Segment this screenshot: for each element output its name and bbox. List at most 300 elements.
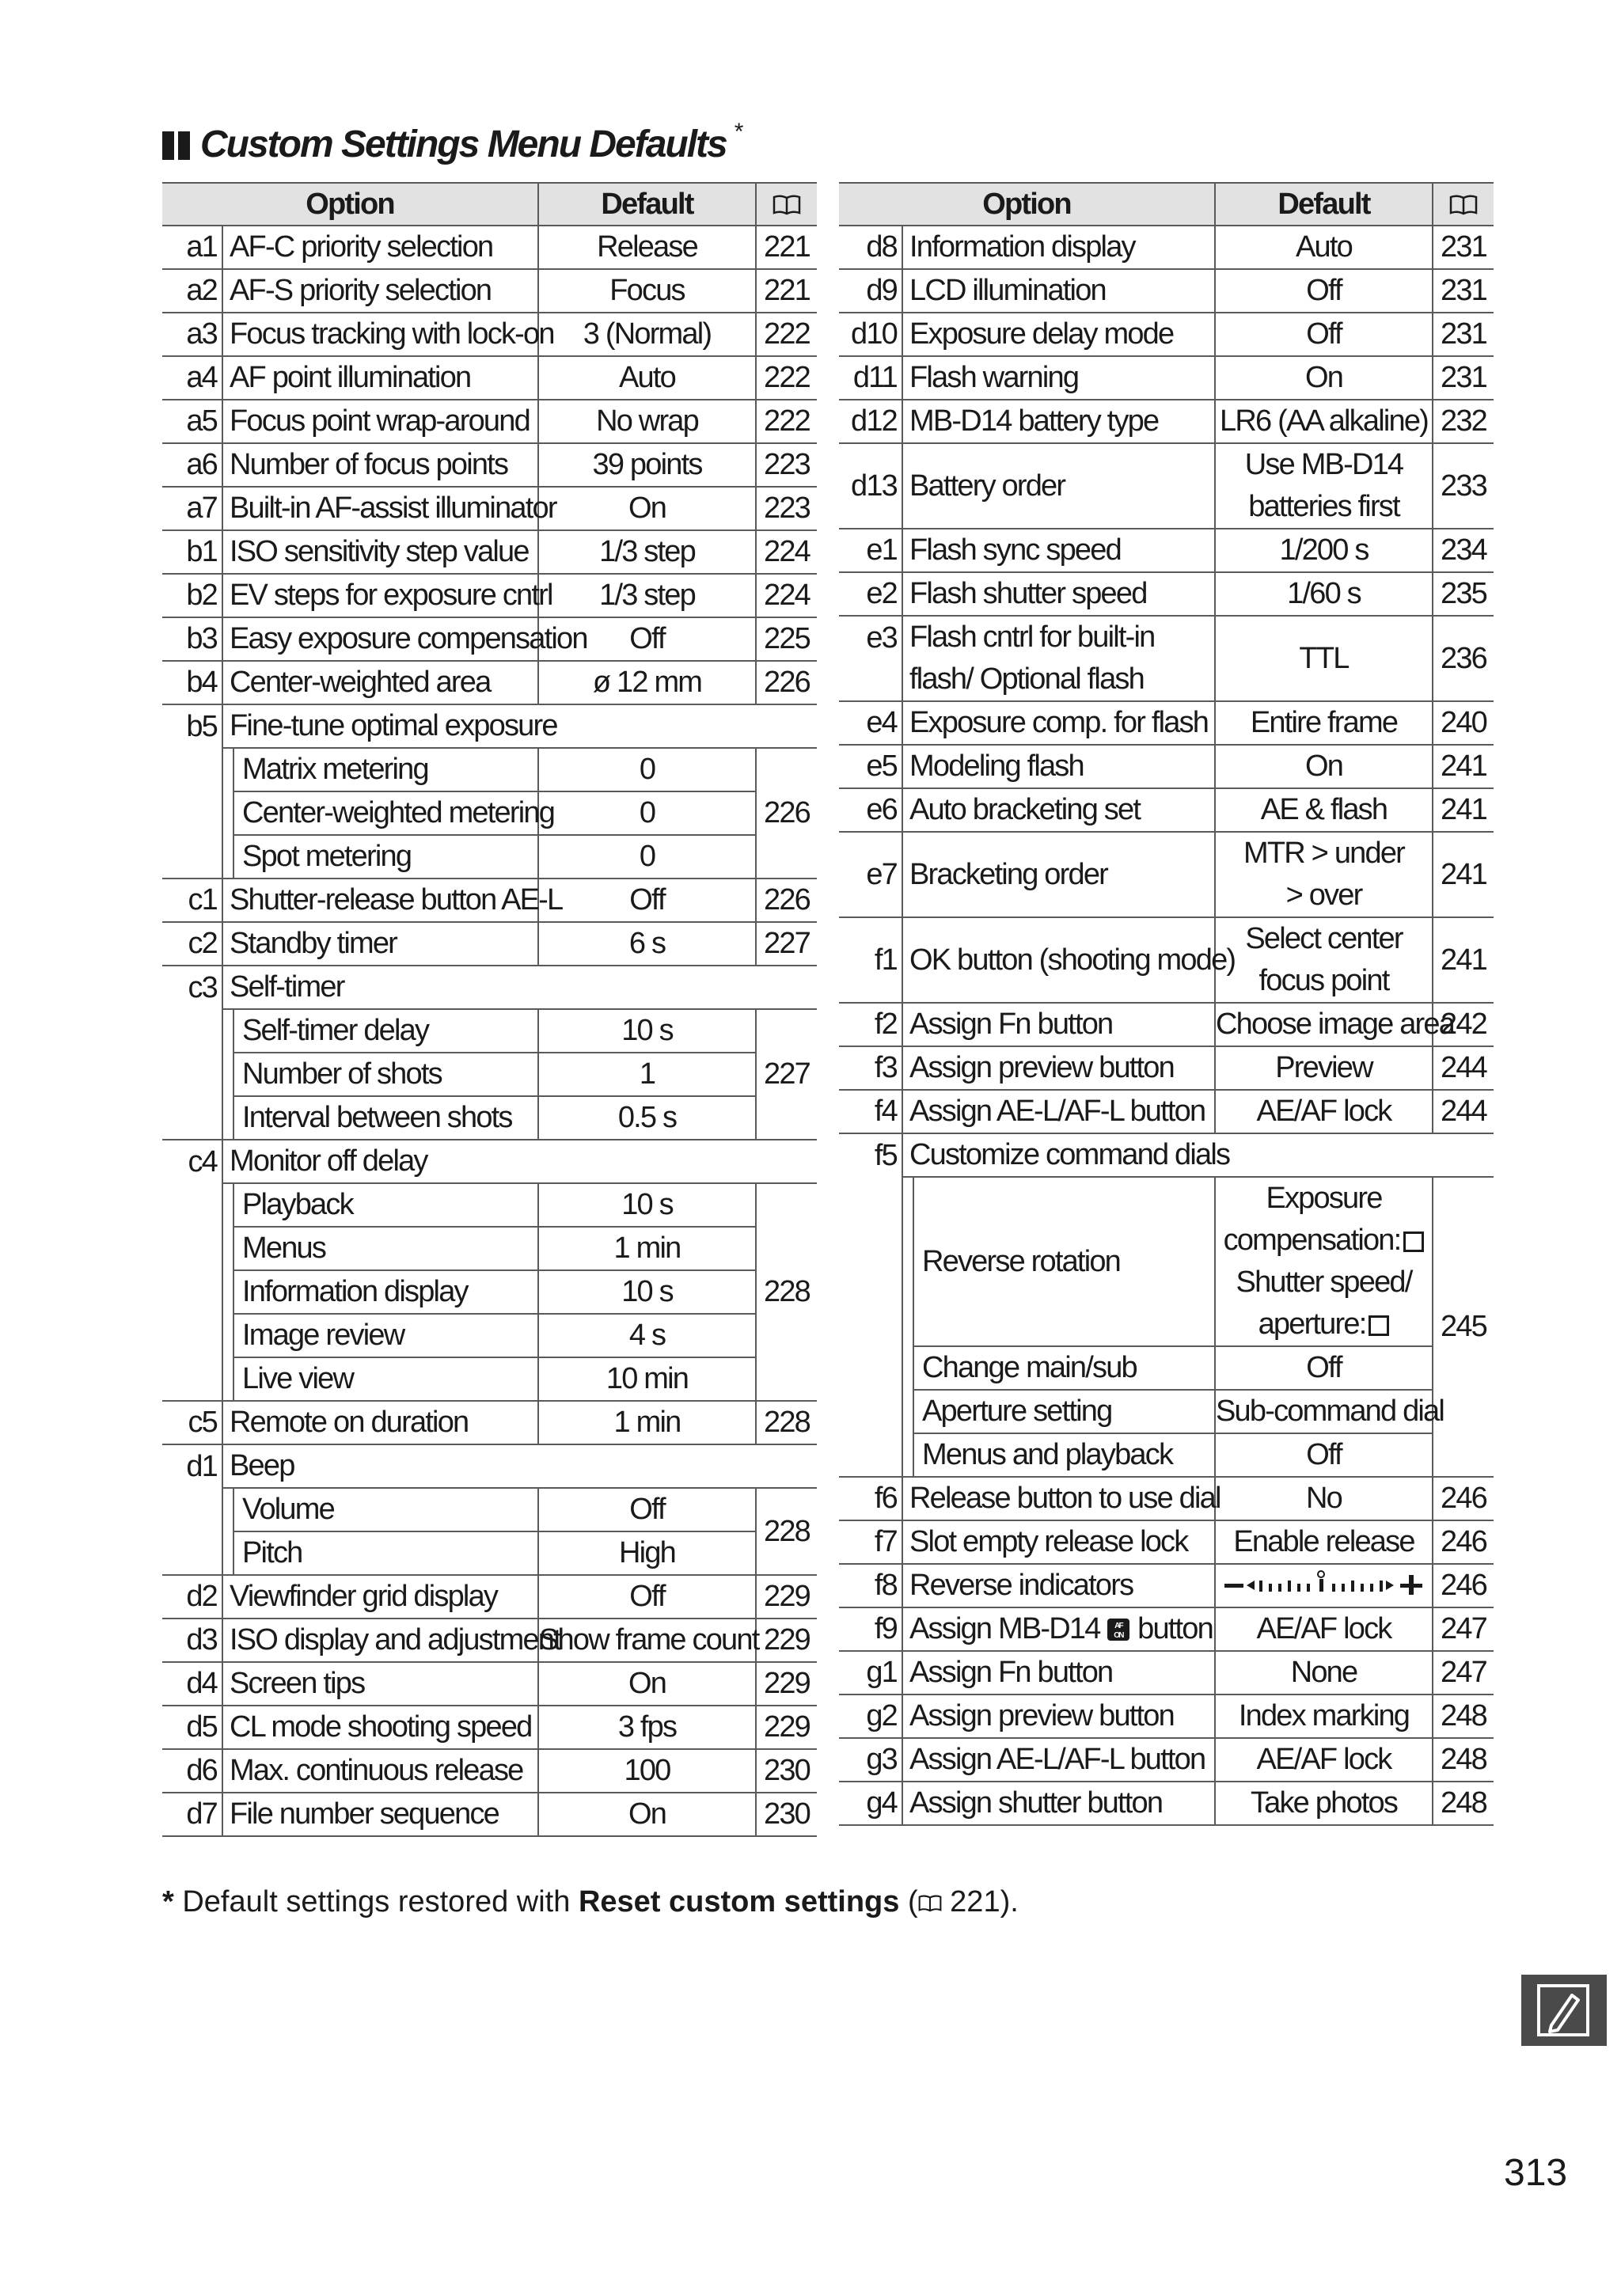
row-option: Assign preview button bbox=[902, 1046, 1215, 1090]
sub-option: Self-timer delay bbox=[233, 1009, 538, 1053]
row-option: Flash sync speed bbox=[902, 529, 1215, 572]
row-option: Release button to use dial bbox=[902, 1477, 1215, 1520]
row-page: 224 bbox=[756, 530, 817, 574]
svg-text:ON: ON bbox=[1114, 1631, 1124, 1640]
footnote-paren: ( bbox=[907, 1885, 918, 1918]
row-code: a1 bbox=[162, 226, 222, 269]
row-page: 226 bbox=[756, 661, 817, 704]
footnote-page-ref: 221). bbox=[950, 1885, 1019, 1918]
row-option: ISO sensitivity step value bbox=[222, 530, 538, 574]
table-subrow bbox=[162, 1531, 817, 1575]
row-default: Auto bbox=[538, 356, 756, 400]
row-option: Slot empty release lock bbox=[902, 1520, 1215, 1564]
row-option: EV steps for exposure cntrl bbox=[222, 574, 538, 617]
row-option: Self-timer bbox=[222, 966, 817, 1009]
row-default: No bbox=[1215, 1477, 1433, 1520]
row-page: 227 bbox=[756, 1009, 817, 1140]
row-page: 231 bbox=[1433, 356, 1494, 400]
row-option: Standby timer bbox=[222, 922, 538, 966]
row-code: d9 bbox=[839, 269, 902, 313]
row-page: 232 bbox=[1433, 400, 1494, 443]
row-default: 39 points bbox=[538, 443, 756, 487]
row-option: Remote on duration bbox=[222, 1401, 538, 1444]
table-row bbox=[839, 1477, 1494, 1520]
table-row bbox=[839, 572, 1494, 616]
row-code: d3 bbox=[162, 1619, 222, 1662]
sub-option: Change main/sub bbox=[913, 1346, 1215, 1390]
row-option: Center-weighted area bbox=[222, 661, 538, 704]
sub-option: Live view bbox=[233, 1357, 538, 1401]
row-code: b2 bbox=[162, 574, 222, 617]
table-row bbox=[839, 1090, 1494, 1133]
table-row bbox=[839, 1738, 1494, 1782]
row-option: Assign MB-D14 AF ON button bbox=[902, 1607, 1215, 1651]
row-page: 247 bbox=[1433, 1607, 1494, 1651]
table-row bbox=[162, 617, 817, 661]
table-subrow bbox=[162, 1270, 817, 1314]
row-option: Flash cntrl for built-in flash/ Optional flash bbox=[902, 616, 1215, 701]
row-option: Max. continuous release bbox=[222, 1749, 538, 1793]
row-page: 225 bbox=[756, 617, 817, 661]
row-code: d4 bbox=[162, 1662, 222, 1706]
row-option: Exposure delay mode bbox=[902, 313, 1215, 356]
row-default: Show frame count bbox=[538, 1619, 756, 1662]
table-row bbox=[162, 922, 817, 966]
row-default: ø 12 mm bbox=[538, 661, 756, 704]
table-row bbox=[162, 1662, 817, 1706]
row-page: 244 bbox=[1433, 1090, 1494, 1133]
table-row bbox=[839, 616, 1494, 701]
row-option: Assign AE-L/AF-L button bbox=[902, 1738, 1215, 1782]
row-default: Off bbox=[538, 879, 756, 922]
sub-default: 10 min bbox=[538, 1357, 756, 1401]
page-number: 313 bbox=[1504, 2152, 1568, 2194]
row-page: 226 bbox=[756, 748, 817, 879]
row-page: 224 bbox=[756, 574, 817, 617]
table-row bbox=[839, 917, 1494, 1003]
row-page: 222 bbox=[756, 400, 817, 443]
row-page: 248 bbox=[1433, 1782, 1494, 1825]
row-page: 241 bbox=[1433, 788, 1494, 832]
row-default: Preview bbox=[1215, 1046, 1433, 1090]
table-row bbox=[839, 701, 1494, 745]
row-page: 228 bbox=[756, 1401, 817, 1444]
row-option: Modeling flash bbox=[902, 745, 1215, 788]
sub-default: Off bbox=[538, 1488, 756, 1531]
table-row bbox=[162, 313, 817, 356]
row-default: 1/3 step bbox=[538, 530, 756, 574]
row-option: Information display bbox=[902, 226, 1215, 269]
table-row bbox=[839, 1520, 1494, 1564]
table-row bbox=[839, 788, 1494, 832]
row-page: 230 bbox=[756, 1749, 817, 1793]
table-subrow bbox=[162, 1009, 817, 1053]
table-row bbox=[162, 530, 817, 574]
row-default: Off bbox=[1215, 269, 1433, 313]
row-option: Beep bbox=[222, 1444, 817, 1488]
reverse-rotation-line: compensation: bbox=[1216, 1220, 1432, 1262]
sub-default: 1 bbox=[538, 1053, 756, 1096]
footnote-bold: Reset custom settings bbox=[578, 1885, 900, 1918]
row-default: On bbox=[1215, 745, 1433, 788]
row-code: e7 bbox=[839, 832, 902, 917]
table-subrow bbox=[162, 791, 817, 835]
row-default: Index marking bbox=[1215, 1694, 1433, 1738]
column-header-default: Default bbox=[538, 183, 756, 226]
row-page: 236 bbox=[1433, 616, 1494, 701]
row-option: Bracketing order bbox=[902, 832, 1215, 917]
row-option: Assign shutter button bbox=[902, 1782, 1215, 1825]
table-row bbox=[162, 879, 817, 922]
table-row bbox=[162, 226, 817, 269]
sub-default: Off bbox=[1215, 1433, 1433, 1477]
row-default: 1/60 s bbox=[1215, 572, 1433, 616]
row-page: 241 bbox=[1433, 745, 1494, 788]
table-row bbox=[839, 1651, 1494, 1694]
table-row bbox=[162, 487, 817, 530]
row-code: f7 bbox=[839, 1520, 902, 1564]
row-page: 222 bbox=[756, 313, 817, 356]
row-default: Select center focus point bbox=[1215, 917, 1433, 1003]
sub-option: Spot metering bbox=[233, 835, 538, 879]
row-page: 241 bbox=[1433, 832, 1494, 917]
table-subrow bbox=[162, 748, 817, 791]
table-header-row bbox=[839, 183, 1494, 226]
table-row bbox=[162, 1401, 817, 1444]
row-default: On bbox=[1215, 356, 1433, 400]
row-default: Use MB-D14 batteries first bbox=[1215, 443, 1433, 529]
section-edge-tab bbox=[1521, 1975, 1607, 2046]
row-default: 1/200 s bbox=[1215, 529, 1433, 572]
table-row bbox=[162, 966, 817, 1009]
table-row bbox=[162, 269, 817, 313]
row-option: AF-C priority selection bbox=[222, 226, 538, 269]
table-row bbox=[839, 356, 1494, 400]
reverse-rotation-line: aperture: bbox=[1216, 1304, 1432, 1345]
row-code: b1 bbox=[162, 530, 222, 574]
row-option: File number sequence bbox=[222, 1793, 538, 1836]
row-page: 231 bbox=[1433, 269, 1494, 313]
sub-default: High bbox=[538, 1531, 756, 1575]
row-code: f2 bbox=[839, 1003, 902, 1046]
column-header-page bbox=[756, 183, 817, 226]
row-default: 6 s bbox=[538, 922, 756, 966]
row-code: d11 bbox=[839, 356, 902, 400]
row-option: Shutter-release button AE-L bbox=[222, 879, 538, 922]
sub-option: Menus bbox=[233, 1227, 538, 1270]
row-option: Monitor off delay bbox=[222, 1140, 817, 1183]
table-subrow bbox=[162, 1488, 817, 1531]
footnote-asterisk: * bbox=[162, 1885, 174, 1918]
empty-square-icon bbox=[1403, 1231, 1424, 1252]
page-heading bbox=[162, 119, 742, 169]
table-row bbox=[839, 400, 1494, 443]
row-code: e6 bbox=[839, 788, 902, 832]
row-code: g2 bbox=[839, 1694, 902, 1738]
row-code: a4 bbox=[162, 356, 222, 400]
row-page: 223 bbox=[756, 487, 817, 530]
row-code: a5 bbox=[162, 400, 222, 443]
row-code: e2 bbox=[839, 572, 902, 616]
row-option: Flash warning bbox=[902, 356, 1215, 400]
table-row bbox=[162, 661, 817, 704]
row-code: a2 bbox=[162, 269, 222, 313]
row-page: 223 bbox=[756, 443, 817, 487]
sub-option: Reverse rotation bbox=[913, 1177, 1215, 1346]
table-row bbox=[839, 1564, 1494, 1607]
row-page: 247 bbox=[1433, 1651, 1494, 1694]
row-default: MTR > under > over bbox=[1215, 832, 1433, 917]
table-subrow bbox=[162, 835, 817, 879]
row-page: 248 bbox=[1433, 1694, 1494, 1738]
row-code: d6 bbox=[162, 1749, 222, 1793]
row-page: 229 bbox=[756, 1619, 817, 1662]
row-page: 246 bbox=[1433, 1564, 1494, 1607]
sub-default: 0 bbox=[538, 791, 756, 835]
empty-square-icon bbox=[1369, 1315, 1389, 1336]
row-code: c5 bbox=[162, 1401, 222, 1444]
row-code: e4 bbox=[839, 701, 902, 745]
pencil-menu-icon bbox=[1521, 1975, 1607, 2046]
table-subrow bbox=[839, 1390, 1494, 1433]
table-row bbox=[839, 1694, 1494, 1738]
row-code: c1 bbox=[162, 879, 222, 922]
table-header-row bbox=[162, 183, 817, 226]
row-option: Fine-tune optimal exposure bbox=[222, 704, 817, 748]
row-default: 1/3 step bbox=[538, 574, 756, 617]
row-page: 248 bbox=[1433, 1738, 1494, 1782]
row-code: d13 bbox=[839, 443, 902, 529]
column-header-option: Option bbox=[162, 183, 538, 226]
table-subrow bbox=[162, 1183, 817, 1227]
row-option: Focus tracking with lock-on bbox=[222, 313, 538, 356]
row-default: Entire frame bbox=[1215, 701, 1433, 745]
row-code: d8 bbox=[839, 226, 902, 269]
table-subrow bbox=[839, 1177, 1494, 1346]
table-row bbox=[839, 529, 1494, 572]
row-code: b4 bbox=[162, 661, 222, 704]
row-default: Focus bbox=[538, 269, 756, 313]
row-page: 241 bbox=[1433, 917, 1494, 1003]
row-page: 229 bbox=[756, 1575, 817, 1619]
heading-marker-icon bbox=[162, 126, 194, 169]
row-page: 235 bbox=[1433, 572, 1494, 616]
row-code: d1 bbox=[162, 1444, 222, 1575]
sub-default: 1 min bbox=[538, 1227, 756, 1270]
row-default: 3 fps bbox=[538, 1706, 756, 1749]
row-option: AF point illumination bbox=[222, 356, 538, 400]
row-default: AE/AF lock bbox=[1215, 1090, 1433, 1133]
sub-default: 4 s bbox=[538, 1314, 756, 1357]
sub-option: Volume bbox=[233, 1488, 538, 1531]
sub-option: Pitch bbox=[233, 1531, 538, 1575]
table-row bbox=[162, 1140, 817, 1183]
table-row bbox=[162, 1749, 817, 1793]
row-code: c4 bbox=[162, 1140, 222, 1401]
row-option: CL mode shooting speed bbox=[222, 1706, 538, 1749]
row-option: Auto bracketing set bbox=[902, 788, 1215, 832]
row-default: TTL bbox=[1215, 616, 1433, 701]
row-default: Off bbox=[538, 1575, 756, 1619]
row-code: d12 bbox=[839, 400, 902, 443]
table-row bbox=[162, 356, 817, 400]
table-row bbox=[162, 574, 817, 617]
row-code: d5 bbox=[162, 1706, 222, 1749]
sub-default: 0 bbox=[538, 835, 756, 879]
heading-asterisk: * bbox=[734, 119, 742, 145]
table-subrow bbox=[162, 1314, 817, 1357]
row-option: Number of focus points bbox=[222, 443, 538, 487]
right-settings-table bbox=[839, 182, 1494, 1826]
row-code: e5 bbox=[839, 745, 902, 788]
row-code: f4 bbox=[839, 1090, 902, 1133]
row-option: Exposure comp. for flash bbox=[902, 701, 1215, 745]
row-code: c2 bbox=[162, 922, 222, 966]
sub-default: 10 s bbox=[538, 1009, 756, 1053]
row-option: Screen tips bbox=[222, 1662, 538, 1706]
table-row bbox=[162, 443, 817, 487]
table-subrow bbox=[162, 1096, 817, 1140]
row-default: AE/AF lock bbox=[1215, 1607, 1433, 1651]
row-code: d7 bbox=[162, 1793, 222, 1836]
row-page: 230 bbox=[756, 1793, 817, 1836]
row-page: 228 bbox=[756, 1488, 817, 1575]
row-default: On bbox=[538, 1662, 756, 1706]
left-settings-table bbox=[162, 182, 817, 1837]
row-code: f8 bbox=[839, 1564, 902, 1607]
row-code: f1 bbox=[839, 917, 902, 1003]
sub-option: Matrix metering bbox=[233, 748, 538, 791]
row-code: c3 bbox=[162, 966, 222, 1140]
row-page: 229 bbox=[756, 1706, 817, 1749]
column-header-option: Option bbox=[839, 183, 1215, 226]
row-code: b3 bbox=[162, 617, 222, 661]
book-icon bbox=[1449, 195, 1478, 215]
row-code: b5 bbox=[162, 704, 222, 879]
table-row bbox=[162, 1793, 817, 1836]
table-row bbox=[839, 745, 1494, 788]
row-option: Battery order bbox=[902, 443, 1215, 529]
row-option: Viewfinder grid display bbox=[222, 1575, 538, 1619]
row-code: g1 bbox=[839, 1651, 902, 1694]
sub-option: Center-weighted metering bbox=[233, 791, 538, 835]
row-default: Choose image area bbox=[1215, 1003, 1433, 1046]
row-page: 229 bbox=[756, 1662, 817, 1706]
row-code: a7 bbox=[162, 487, 222, 530]
row-default: 3 (Normal) bbox=[538, 313, 756, 356]
row-default: On bbox=[538, 1793, 756, 1836]
row-option: Reverse indicators bbox=[902, 1564, 1215, 1607]
column-header-default: Default bbox=[1215, 183, 1433, 226]
row-page: 246 bbox=[1433, 1477, 1494, 1520]
exposure-indicator-cell bbox=[1215, 1564, 1433, 1607]
sub-default: 0 bbox=[538, 748, 756, 791]
svg-text:AF: AF bbox=[1114, 1622, 1123, 1630]
sub-option: Interval between shots bbox=[233, 1096, 538, 1140]
row-page: 234 bbox=[1433, 529, 1494, 572]
row-default: Auto bbox=[1215, 226, 1433, 269]
reverse-rotation-line: Shutter speed/ bbox=[1236, 1266, 1412, 1299]
row-code: d2 bbox=[162, 1575, 222, 1619]
table-subrow bbox=[162, 1357, 817, 1401]
sub-option: Image review bbox=[233, 1314, 538, 1357]
table-row bbox=[162, 704, 817, 748]
row-default: Take photos bbox=[1215, 1782, 1433, 1825]
heading-title: Custom Settings Menu Defaults bbox=[200, 123, 727, 165]
column-header-page bbox=[1433, 183, 1494, 226]
sub-default: 10 s bbox=[538, 1270, 756, 1314]
row-default: 1 min bbox=[538, 1401, 756, 1444]
sub-default: Off bbox=[1215, 1346, 1433, 1390]
row-code: a3 bbox=[162, 313, 222, 356]
table-row bbox=[839, 832, 1494, 917]
table-row bbox=[839, 1782, 1494, 1825]
row-code: f5 bbox=[839, 1133, 902, 1477]
row-default: On bbox=[538, 487, 756, 530]
table-subrow bbox=[839, 1346, 1494, 1390]
af-on-button-icon bbox=[1107, 1618, 1130, 1641]
row-page: 242 bbox=[1433, 1003, 1494, 1046]
row-option: MB-D14 battery type bbox=[902, 400, 1215, 443]
row-code: e3 bbox=[839, 616, 902, 701]
table-subrow bbox=[839, 1433, 1494, 1477]
row-code: d10 bbox=[839, 313, 902, 356]
book-icon bbox=[773, 195, 801, 215]
row-option: Assign AE-L/AF-L button bbox=[902, 1090, 1215, 1133]
sub-option: Aperture setting bbox=[913, 1390, 1215, 1433]
row-code: f3 bbox=[839, 1046, 902, 1090]
row-code: f6 bbox=[839, 1477, 902, 1520]
sub-default: 0.5 s bbox=[538, 1096, 756, 1140]
row-page: 226 bbox=[756, 879, 817, 922]
table-row bbox=[839, 443, 1494, 529]
row-page: 244 bbox=[1433, 1046, 1494, 1090]
book-icon bbox=[918, 1895, 942, 1912]
table-row bbox=[839, 313, 1494, 356]
row-page: 222 bbox=[756, 356, 817, 400]
table-row bbox=[162, 1444, 817, 1488]
row-default: Enable release bbox=[1215, 1520, 1433, 1564]
exposure-indicator-scale-icon bbox=[1221, 1569, 1427, 1595]
row-default: 100 bbox=[538, 1749, 756, 1793]
table-row bbox=[162, 1619, 817, 1662]
row-default: Release bbox=[538, 226, 756, 269]
table-row bbox=[162, 1575, 817, 1619]
row-option: Easy exposure compensation bbox=[222, 617, 538, 661]
footnote-text: Default settings restored with bbox=[182, 1885, 571, 1918]
row-code: e1 bbox=[839, 529, 902, 572]
footnote bbox=[162, 1885, 1019, 1919]
row-page: 231 bbox=[1433, 226, 1494, 269]
sub-option: Menus and playback bbox=[913, 1433, 1215, 1477]
row-option: Built-in AF-assist illuminator bbox=[222, 487, 538, 530]
row-default: Off bbox=[538, 617, 756, 661]
row-option: Assign Fn button bbox=[902, 1003, 1215, 1046]
table-row bbox=[839, 1133, 1494, 1177]
row-option: Focus point wrap-around bbox=[222, 400, 538, 443]
table-row bbox=[839, 1003, 1494, 1046]
row-default: No wrap bbox=[538, 400, 756, 443]
table-row bbox=[839, 226, 1494, 269]
row-option: Flash shutter speed bbox=[902, 572, 1215, 616]
table-row bbox=[162, 1706, 817, 1749]
table-row bbox=[839, 1046, 1494, 1090]
row-option: OK button (shooting mode) bbox=[902, 917, 1215, 1003]
row-code: g4 bbox=[839, 1782, 902, 1825]
row-default: AE & flash bbox=[1215, 788, 1433, 832]
reverse-rotation-line: Exposure bbox=[1266, 1182, 1382, 1215]
row-page: 240 bbox=[1433, 701, 1494, 745]
